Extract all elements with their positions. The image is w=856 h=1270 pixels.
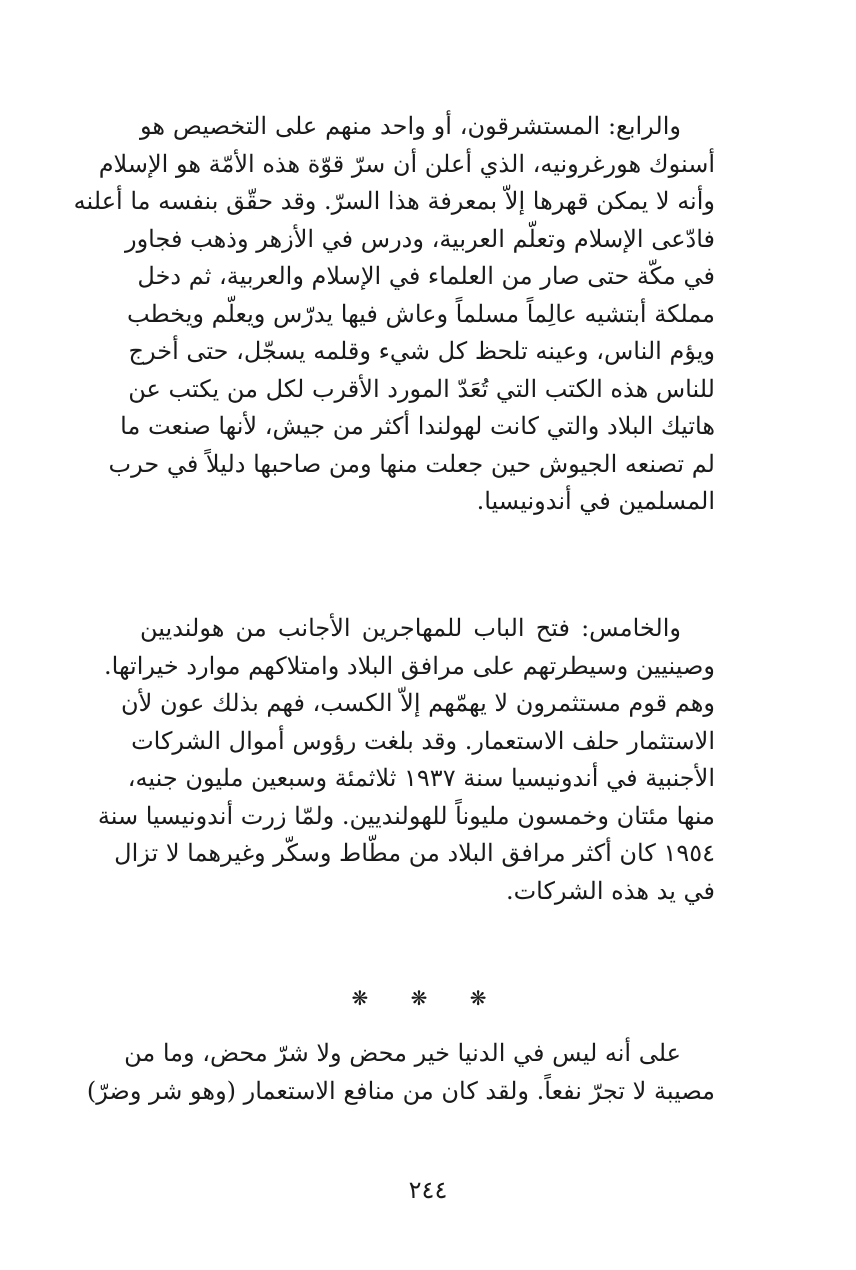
paragraph-line: في يد هذه الشركات. bbox=[505, 876, 715, 905]
paragraph-line: أسنوك هورغرونيه، الذي أعلن أن سرّ قوّة هذه الأمّة هو الإسلام bbox=[98, 149, 715, 178]
paragraph-fifth-immigrants bbox=[97, 610, 715, 910]
paragraph-fourth-orientalists bbox=[73, 108, 715, 521]
paragraph-line: مصيبة لا تجرّ نفعاً. ولقد كان من منافع الاستعمار (وهو شر وضرّ) bbox=[86, 1076, 715, 1105]
paragraph-line: وهم قوم مستثمرون لا يهمّهم إلاّ الكسب، فهم بذلك عون لأن bbox=[121, 689, 715, 717]
paragraph-line: ويؤم الناس، وعينه تلحظ كل شيء وقلمه يسجّل، حتى أخرج bbox=[128, 337, 715, 365]
paragraph-line: الاستثمار حلف الاستعمار. وقد بلغت رؤوس أموال الشركات bbox=[131, 726, 715, 755]
paragraph-line: المسلمين في أندونيسيا. bbox=[476, 487, 715, 515]
paragraph-line: الأجنبية في أندونيسيا سنة ١٩٣٧ ثلاثمئة وسبعين مليون جنيه، bbox=[127, 764, 715, 792]
paragraph-line: لم تصنعه الجيوش حين جعلت منها ومن صاحبها دليلاً في حرب bbox=[108, 449, 715, 478]
paragraph-line: وصينيين وسيطرتهم على مرافق البلاد وامتلاكهم موارد خيراتها. bbox=[104, 651, 715, 680]
paragraph-line: فادّعى الإسلام وتعلّم العربية، ودرس في الأزهر وذهب فجاور bbox=[124, 224, 715, 253]
paragraph-line: والخامس: فتح الباب للمهاجرين الأجانب من هولنديين bbox=[140, 614, 681, 642]
paragraph-line: وأنه لا يمكن قهرها إلاّ بمعرفة هذا السرّ. وقد حقّق بنفسه ما أعلنه bbox=[73, 187, 715, 215]
page-number: ٢٤٤ bbox=[408, 1176, 448, 1204]
paragraph-line: والرابع: المستشرقون، أو واحد منهم على التخصيص هو bbox=[140, 112, 681, 140]
paragraph-line: مملكة أبتشيه عالِماً مسلماً وعاش فيها يدرّس ويعلّم ويخطب bbox=[126, 299, 715, 328]
paragraph-line: منها مئتان وخمسون مليوناً للهولنديين. ولمّا زرت أندونيسيا سنة bbox=[97, 801, 715, 830]
paragraph-line: في مكّة حتى صار من العلماء في الإسلام والعربية، ثم دخل bbox=[137, 262, 715, 290]
paragraph-line: للناس هذه الكتب التي تُعَدّ المورد الأقرب لكل من يكتب عن bbox=[128, 374, 715, 403]
paragraph-line: على أنه ليس في الدنيا خير محض ولا شرّ محض، وما من bbox=[124, 1039, 681, 1067]
section-separator: ❋ ❋ ❋ bbox=[351, 986, 505, 1010]
paragraph-benefits bbox=[86, 1035, 715, 1110]
paragraph-line: هاتيك البلاد والتي كانت لهولندا أكثر من جيش، لأنها صنعت ما bbox=[120, 412, 715, 440]
paragraph-line: ١٩٥٤ كان أكثر مرافق البلاد من مطّاط وسكّر وغيرهما لا تزال bbox=[114, 839, 715, 867]
